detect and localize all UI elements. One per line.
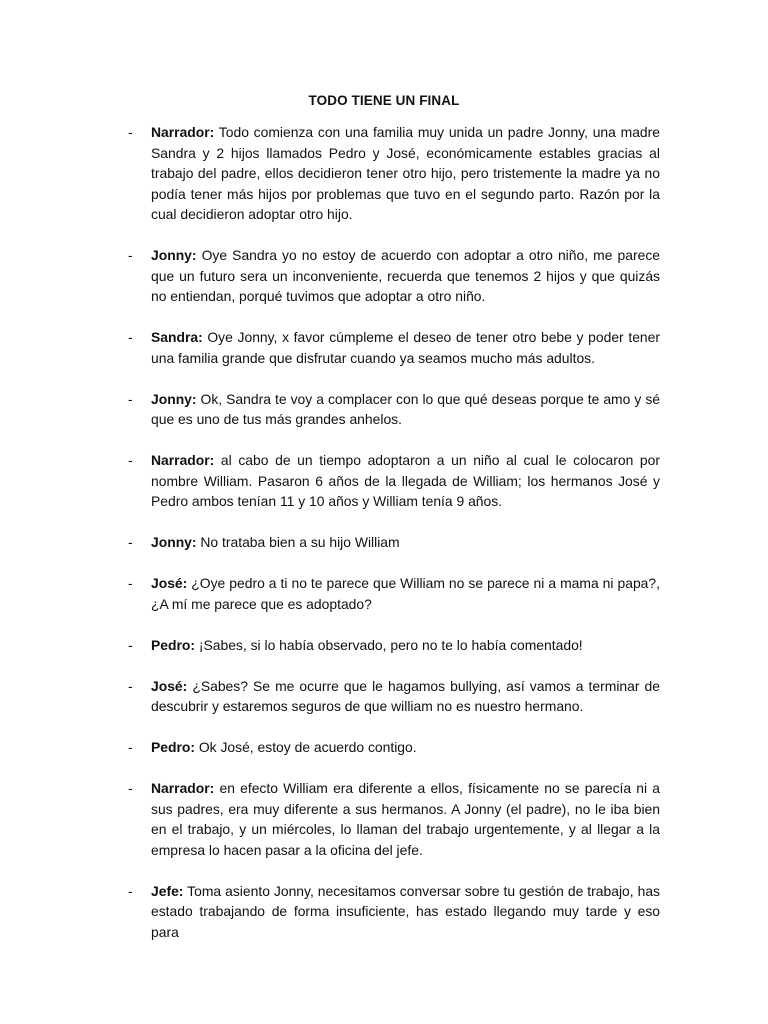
list-dash: - xyxy=(128,677,133,694)
list-dash: - xyxy=(128,739,133,755)
speaker-name: Jefe: xyxy=(151,882,184,899)
list-dash: - xyxy=(128,636,133,653)
dialogue-entry xyxy=(128,881,660,943)
dialogue-text: al cabo de un tiempo adoptaron a un niño al cual le colocaron por nombre William. Pasaron 6 años de la llegada de William; los hermanos José y Pedro ambos tenían 11 y 10 años y William tenía 9 años. xyxy=(151,452,660,509)
list-dash: - xyxy=(128,124,133,140)
dialogue-text: Toma asiento Jonny, necesitamos conversar sobre tu gestión de trabajo, has estado trabajando de forma insuficiente, has estado llegando muy tarde y eso para xyxy=(151,882,660,940)
dialogue-text: ¿Sabes? Se me ocurre que le hagamos bullying, así vamos a terminar de descubrir y estaremos seguros de que william no es nuestro hermano. xyxy=(151,677,660,714)
list-dash: - xyxy=(128,247,133,263)
speaker-name: Jonny: xyxy=(151,534,197,550)
dialogue-text: Todo comienza con una familia muy unida un padre Jonny, una madre Sandra y 2 hijos llamados Pedro y José, económicamente estables gracias al trabajo del padre, ellos decidieron tener otro hijo, pero tristemente la madre ya no podía tener más hijos por problemas que tuvo en el segundo parto. Razón por la cual decidieron adoptar otro hijo. xyxy=(151,124,660,222)
dialogue-paragraph xyxy=(151,532,660,553)
speaker-name: Narrador: xyxy=(151,452,215,468)
speaker-name: Jonny: xyxy=(151,390,197,407)
dialogue-paragraph xyxy=(151,676,660,717)
list-dash: - xyxy=(128,575,133,591)
dialogue-entry xyxy=(128,676,660,717)
dialogue-text: Oye Jonny, x favor cúmpleme el deseo de tener otro bebe y poder tener una familia grande que disfrutar cuando ya seamos mucho más adultos. xyxy=(151,329,660,366)
dialogue-paragraph xyxy=(151,245,660,307)
dialogue-entry xyxy=(128,327,660,368)
dialogue-entry xyxy=(128,737,660,758)
dialogue-paragraph xyxy=(151,635,660,656)
dialogue-list xyxy=(128,122,660,963)
dialogue-entry xyxy=(128,635,660,656)
dialogue-paragraph xyxy=(151,737,660,758)
list-dash: - xyxy=(128,390,133,407)
dialogue-text: Ok, Sandra te voy a complacer con lo que qué deseas porque te amo y sé que es uno de tus más grandes anhelos. xyxy=(151,390,660,427)
dialogue-entry xyxy=(128,450,660,512)
dialogue-paragraph xyxy=(151,573,660,614)
document-title: TODO TIENE UN FINAL xyxy=(308,93,460,108)
dialogue-text: ¿Oye pedro a ti no te parece que William no se parece ni a mama ni papa?, ¿A mí me parece que es adoptado? xyxy=(151,575,660,612)
dialogue-paragraph xyxy=(151,778,660,860)
speaker-name: Sandra: xyxy=(151,329,203,345)
speaker-name: Pedro: xyxy=(151,739,195,755)
speaker-name: José: xyxy=(151,575,188,591)
speaker-name: Narrador: xyxy=(151,780,215,796)
list-dash: - xyxy=(128,882,133,899)
dialogue-text: en efecto William era diferente a ellos, físicamente no se parecía ni a sus padres, era muy diferente a sus hermanos. A Jonny (el padre), no le iba bien en el trabajo, y un miércoles, lo llaman del trabajo urgentemente, y al llegar a la empresa lo hacen pasar a la oficina del jefe. xyxy=(151,780,660,858)
dialogue-paragraph xyxy=(151,122,660,225)
dialogue-text: Oye Sandra yo no estoy de acuerdo con adoptar a otro niño, me parece que un futuro sera un inconveniente, recuerda que tenemos 2 hijos y que quizás no entiendan, porqué tuvimos que adoptar a otro niño. xyxy=(151,247,660,304)
dialogue-entry xyxy=(128,389,660,430)
dialogue-entry xyxy=(128,122,660,225)
dialogue-text: ¡Sabes, si lo había observado, pero no te lo había comentado! xyxy=(195,636,583,653)
dialogue-paragraph xyxy=(151,450,660,512)
list-dash: - xyxy=(128,452,133,468)
dialogue-paragraph xyxy=(151,327,660,368)
dialogue-entry xyxy=(128,778,660,860)
list-dash: - xyxy=(128,780,133,796)
speaker-name: Pedro: xyxy=(151,636,195,653)
dialogue-paragraph xyxy=(151,389,660,430)
dialogue-entry xyxy=(128,532,660,553)
dialogue-text: Ok José, estoy de acuerdo contigo. xyxy=(195,739,417,755)
list-dash: - xyxy=(128,534,133,550)
dialogue-entry xyxy=(128,245,660,307)
dialogue-paragraph xyxy=(151,881,660,943)
speaker-name: Narrador: xyxy=(151,124,215,140)
list-dash: - xyxy=(128,329,133,345)
dialogue-entry xyxy=(128,573,660,614)
speaker-name: Jonny: xyxy=(151,247,197,263)
dialogue-text: No trataba bien a su hijo William xyxy=(196,534,400,550)
speaker-name: José: xyxy=(151,677,188,694)
